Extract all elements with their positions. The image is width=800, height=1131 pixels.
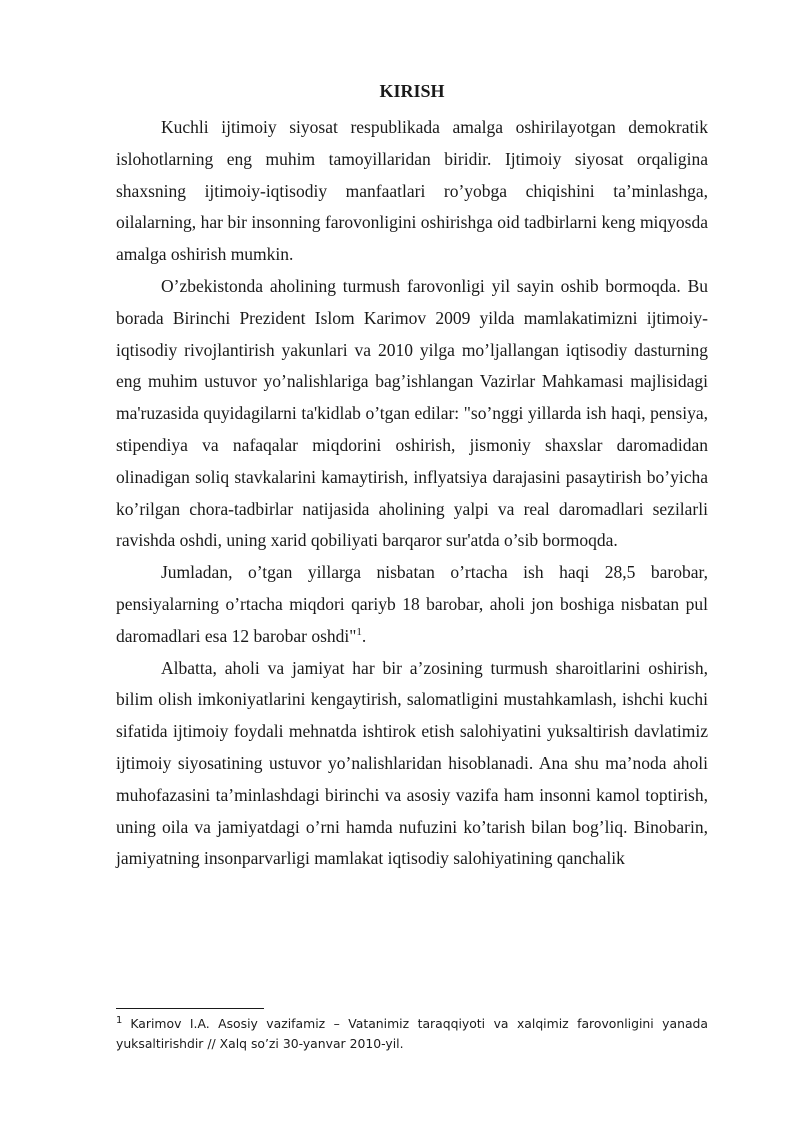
paragraph-3-text: Jumladan, o’tgan yillarga nisbatan o’rtacha ish haqi 28,5 barobar, pensiyalarning o’rtacha miqdori qariyb 18 barobar, aholi jon boshiga nisbatan pul daromadlari esa 12 barobar oshdi" xyxy=(116,562,708,646)
footnote-text: Karimov I.A. Asosiy vazifamiz – Vatanimiz taraqqiyoti va xalqimiz farovonligini yanada yuksaltirishdir // Xalq so’zi 30-yanvar 2010-yil. xyxy=(116,1016,708,1051)
footnote xyxy=(116,1014,708,1054)
footnote-separator xyxy=(116,1008,264,1009)
paragraph-2: O’zbekistonda aholining turmush farovonligi yil sayin oshib bormoqda. Bu borada Birinchi Prezident Islom Karimov 2009 yilda mamlakatimizni ijtimoiy-iqtisodiy rivojlantirish yakunlari va 2010 yilga mo’ljallangan iqtisodiy dasturning eng muhim ustuvor yo’nalishlariga bag’ishlangan Vazirlar Mahkamasi majlisidagi ma'ruzasida quyidagilarni ta'kidlab o’tgan edilar: "so’nggi yillarda ish haqi, pensiya, stipendiya va nafaqalar miqdorini oshirish, jismoniy shaxslar daromadidan olinadigan soliq stavkalarini kamaytirish, inflyatsiya darajasini pasaytirish bo’yicha ko’rilgan chora-tadbirlar natijasida aholining yalpi va real daromadlari sezilarli ravishda oshdi, uning xarid qobiliyati barqaror sur'atda o’sib bormoqda. xyxy=(116,275,708,551)
footnote-reference[interactable]: 1 xyxy=(356,625,362,638)
paragraph-3 xyxy=(116,557,708,652)
paragraph-3-end: . xyxy=(361,625,367,646)
section-title: KIRISH xyxy=(379,81,445,101)
paragraph-4: Albatta, aholi va jamiyat har bir a’zosining turmush sharoitlarini oshirish, bilim olish imkoniyatlarini kengaytirish, salomatligini mustahkamlash, ishchi kuchi sifatida ijtimoiy foydali mehnatda ishtirok etish salohiyatini yuksaltirish davlatimiz ijtimoiy siyosatining ustuvor yo’nalishlaridan hisoblanadi. Ana shu ma’noda aholi muhofazasini ta’minlashdagi birinchi va asosiy vazifa ham insonni kamol toptirish, uning oila va jamiyatdagi o’rni hamda nufuzini ko’tarish bilan bog’liq. Binobarin, jamiyatning insonparvarligi mamlakat iqtisodiy salohiyatining qanchalik xyxy=(116,657,708,869)
paragraph-1: Kuchli ijtimoiy siyosat respublikada amalga oshirilayotgan demokratik islohotlarning eng muhim tamoyillaridan biridir. Ijtimoiy siyosat orqaligina shaxsning ijtimoiy-iqtisodiy manfaatlari ro’yobga chiqishini ta’minlashga, oilalarning, har bir insonning farovonligini oshirishga oid tadbirlarni keng miqyosda amalga oshirish mumkin. xyxy=(116,117,708,265)
document-body xyxy=(116,80,708,875)
footnote-number: 1 xyxy=(116,1014,123,1026)
